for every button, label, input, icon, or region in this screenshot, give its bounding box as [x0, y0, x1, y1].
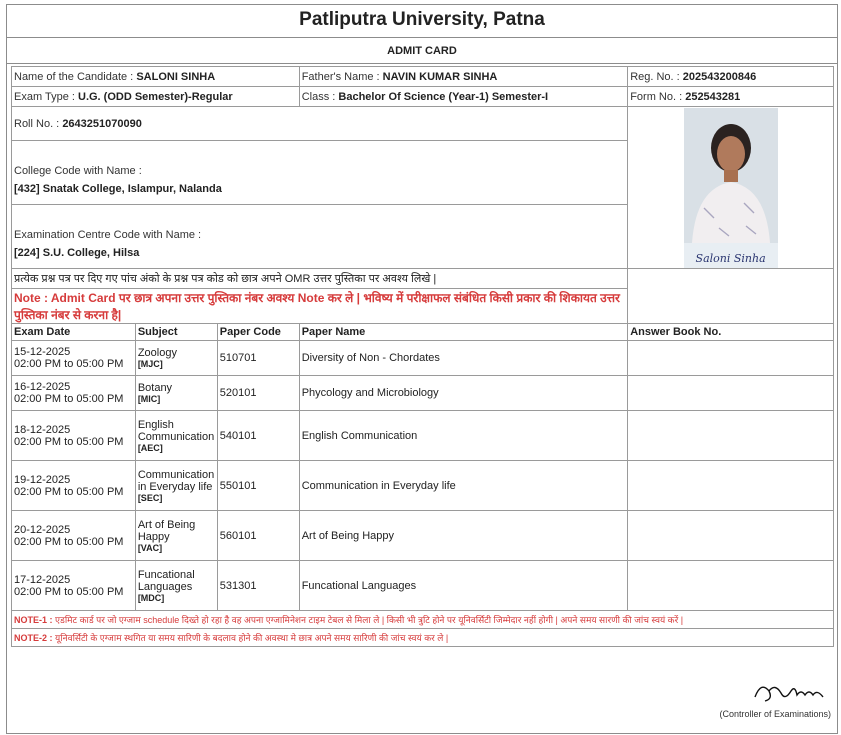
candidate-name: SALONI SINHA — [136, 70, 216, 83]
table-row: 20-12-2025 02:00 PM to 05:00 PM Art of Being Happy [VAC] 560101 Art of Being Happy — [12, 511, 834, 561]
answer-book-cell — [628, 561, 834, 611]
admit-card-title: ADMIT CARD — [7, 38, 837, 64]
header-exam-date: Exam Date — [12, 324, 136, 341]
table-row: 18-12-2025 02:00 PM to 05:00 PM English Communication [AEC] 540101 English Communication — [12, 411, 834, 461]
father-name: NAVIN KUMAR SINHA — [382, 70, 498, 83]
candidate-photo — [684, 108, 778, 268]
omr-instruction: प्रत्येक प्रश्न पत्र पर दिए गए पांच अंको के प्रश्न पत्र कोड को छात्र अपने OMR उत्तर पुस्तिका पर अवश्य लिखे | — [12, 269, 628, 289]
photo-signature: Saloni Sinha — [695, 251, 766, 265]
table-row: 15-12-2025 02:00 PM to 05:00 PM Zoology [MJC] 510701 Diversity of Non - Chordates — [12, 341, 834, 376]
admit-card — [6, 4, 838, 734]
candidate-name-cell: Name of the Candidate : SALONI SINHA — [12, 67, 300, 87]
table-row: 19-12-2025 02:00 PM to 05:00 PM Communication in Everyday life [SEC] 550101 Communication in Everyday life — [12, 461, 834, 511]
controller-label: (Controller of Examinations) — [719, 709, 831, 719]
candidate-photo-image — [684, 108, 778, 268]
university-title: Patliputra University, Patna — [7, 5, 837, 38]
centre-name: [224] S.U. College, Hilsa — [14, 246, 140, 259]
table-row: 16-12-2025 02:00 PM to 05:00 PM Botany [MIC] 520101 Phycology and Microbiology — [12, 376, 834, 411]
note-1: NOTE-1 : एडमिट कार्ड पर जो एग्जाम schedule दिख्ते हो रहा है वह अपना एग्जामिनेशन टाइम टेबल से मिला ले | किसी भी त्रुटि होने पर यूनिवर्सिटी जिम्मेदार नहीं होगी | अपने समय सारणी की जांच स्वयं करें | — [12, 611, 834, 629]
header-paper-code: Paper Code — [217, 324, 299, 341]
answer-book-cell — [628, 461, 834, 511]
reg-no-cell: Reg. No. : 202543200846 — [628, 67, 834, 87]
form-no: 252543281 — [685, 90, 741, 103]
photo-cell — [628, 107, 834, 269]
class: Bachelor Of Science (Year-1) Semester-I — [338, 90, 549, 103]
exam-type: U.G. (ODD Semester)-Regular — [78, 90, 233, 103]
answer-book-cell — [628, 376, 834, 411]
note-2: NOTE-2 : यूनिवर्सिटी के एग्जाम स्थगित या समय सारिणी के बदलाव होने की अवस्था मे छात्र अपने समय सारिणी की जांच स्वयं कर ले | — [12, 629, 834, 647]
answer-book-cell — [628, 411, 834, 461]
college-name: [432] Snatak College, Islampur, Nalanda — [14, 182, 222, 195]
form-no-cell: Form No. : 252543281 — [628, 87, 834, 107]
reg-no: 202543200846 — [682, 70, 757, 83]
controller-signature-block — [719, 677, 831, 719]
answer-book-cell — [628, 511, 834, 561]
class-cell: Class : Bachelor Of Science (Year-1) Semester-I — [299, 87, 627, 107]
roll-no-cell: Roll No. : 2643251070090 — [12, 107, 628, 141]
centre-cell: Examination Centre Code with Name : [224] S.U. College, Hilsa — [12, 205, 628, 269]
header-answer-book: Answer Book No. — [628, 324, 834, 341]
header-paper-name: Paper Name — [299, 324, 627, 341]
admit-card-table — [11, 66, 834, 647]
college-cell: College Code with Name : [432] Snatak College, Islampur, Nalanda — [12, 141, 628, 205]
father-name-cell: Father's Name : NAVIN KUMAR SINHA — [299, 67, 627, 87]
answer-book-note: Note : Admit Card पर छात्र अपना उत्तर पुस्तिका नंबर अवश्य Note कर ले | भविष्य में परीक्षाफल संबंधित किसी प्रकार की शिकायत उत्तर पुस्तिका नंबर से करना है| — [12, 289, 628, 324]
controller-signature — [751, 677, 831, 707]
exam-type-cell: Exam Type : U.G. (ODD Semester)-Regular — [12, 87, 300, 107]
answer-book-cell — [628, 341, 834, 376]
header-subject: Subject — [135, 324, 217, 341]
table-row: 17-12-2025 02:00 PM to 05:00 PM Funcational Languages [MDC] 531301 Funcational Languages — [12, 561, 834, 611]
roll-no: 2643251070090 — [62, 117, 142, 130]
